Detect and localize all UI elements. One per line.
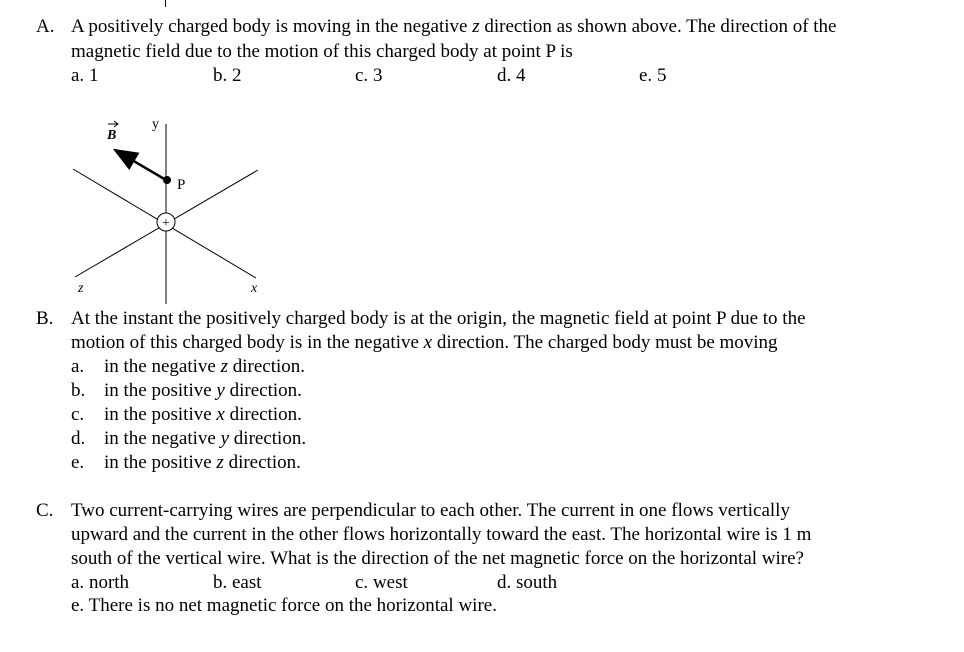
- choice-label: b.: [213, 572, 228, 593]
- question-b-choice-b[interactable]: [104, 379, 302, 403]
- question-b-choice-c[interactable]: [104, 403, 302, 427]
- question-b-choice-c-label: c.: [71, 404, 85, 425]
- question-a-line2: magnetic field due to the motion of this charged body at point P is: [71, 41, 573, 62]
- question-c-line1: Two current-carrying wires are perpendicular to each other. The current in one flows vertically: [71, 500, 790, 521]
- choice-var: x: [216, 404, 225, 425]
- choice-text: 3: [372, 65, 383, 86]
- question-b-choice-a[interactable]: [104, 355, 305, 379]
- question-c-line3: south of the vertical wire. What is the direction of the net magnetic force on the horizontal wire?: [71, 548, 804, 569]
- choice-pre: in the negative: [104, 428, 216, 449]
- choice-text: north: [88, 572, 130, 593]
- choice-var: y: [216, 380, 225, 401]
- x-axis-label: x: [251, 281, 258, 296]
- choice-var: z: [220, 356, 229, 377]
- point-p-dot: [163, 176, 171, 184]
- choice-post: direction.: [232, 356, 306, 377]
- choice-text: 2: [232, 65, 242, 86]
- charge-symbol: +: [162, 216, 170, 231]
- question-c-line2: upward and the current in the other flows horizontally toward the east. The horizontal wire is 1 m: [71, 524, 812, 545]
- choice-label: d.: [497, 572, 512, 593]
- choice-post: direction.: [229, 404, 302, 425]
- choice-text: east: [232, 572, 262, 593]
- question-b-choice-e[interactable]: [104, 451, 301, 475]
- question-a-letter: A.: [36, 16, 55, 37]
- choice-text: There is no net magnetic force on the horizontal wire.: [88, 595, 497, 616]
- choice-pre: in the positive: [104, 452, 212, 473]
- b-field-arrow: [115, 150, 166, 180]
- choice-label: b.: [213, 65, 228, 86]
- choice-label: a.: [71, 572, 85, 593]
- question-c-choice-b[interactable]: [213, 571, 262, 595]
- question-c-choice-d[interactable]: [497, 571, 557, 595]
- question-c-letter: C.: [36, 500, 54, 521]
- z-axis-label: z: [78, 281, 84, 296]
- question-b-line2-var: x: [423, 332, 433, 353]
- question-b-choice-e-label: e.: [71, 452, 85, 473]
- question-b-choice-d[interactable]: [104, 427, 306, 451]
- choice-post: direction.: [229, 380, 302, 401]
- choice-post: direction.: [233, 428, 307, 449]
- question-b-choice-d-label: d.: [71, 428, 86, 449]
- choice-label: e.: [639, 65, 653, 86]
- choice-text: 1: [88, 65, 99, 86]
- choice-text: south: [516, 572, 558, 593]
- choice-post: direction.: [228, 452, 301, 473]
- y-axis-label: y: [152, 117, 159, 132]
- question-c-choice-c[interactable]: [355, 571, 408, 595]
- point-p-label: P: [177, 177, 186, 193]
- question-b-choice-b-label: b.: [71, 380, 86, 401]
- choice-label: d.: [497, 65, 512, 86]
- choice-pre: in the positive: [104, 404, 212, 425]
- choice-text: 5: [656, 65, 667, 86]
- b-vector-label: B: [107, 128, 117, 143]
- question-b-line2-post: direction. The charged body must be moving: [436, 332, 778, 353]
- choice-var: z: [216, 452, 224, 473]
- question-b-letter: B.: [36, 308, 54, 329]
- choice-label: e.: [71, 595, 85, 616]
- choice-pre: in the positive: [104, 380, 212, 401]
- question-b-choice-a-label: a.: [71, 356, 85, 377]
- question-a-line1-end: direction as shown above. The direction of the: [484, 16, 837, 37]
- question-c-choice-e[interactable]: [71, 594, 497, 618]
- question-a-line1-var: z: [472, 16, 480, 37]
- choice-text: west: [372, 572, 408, 593]
- question-c-choice-a[interactable]: [71, 571, 129, 595]
- choice-label: a.: [71, 65, 85, 86]
- choice-label: c.: [355, 65, 369, 86]
- choice-var: y: [220, 428, 230, 449]
- choice-pre: in the negative: [104, 356, 216, 377]
- question-b-line1: At the instant the positively charged body is at the origin, the magnetic field at point P due to the: [71, 308, 806, 329]
- question-b-line2-pre: motion of this charged body is in the negative: [71, 332, 419, 353]
- choice-text: 4: [516, 65, 526, 86]
- question-a-line1-text: A positively charged body is moving in the negative: [71, 16, 468, 37]
- choice-label: c.: [355, 572, 369, 593]
- question-b-line2: [71, 331, 778, 355]
